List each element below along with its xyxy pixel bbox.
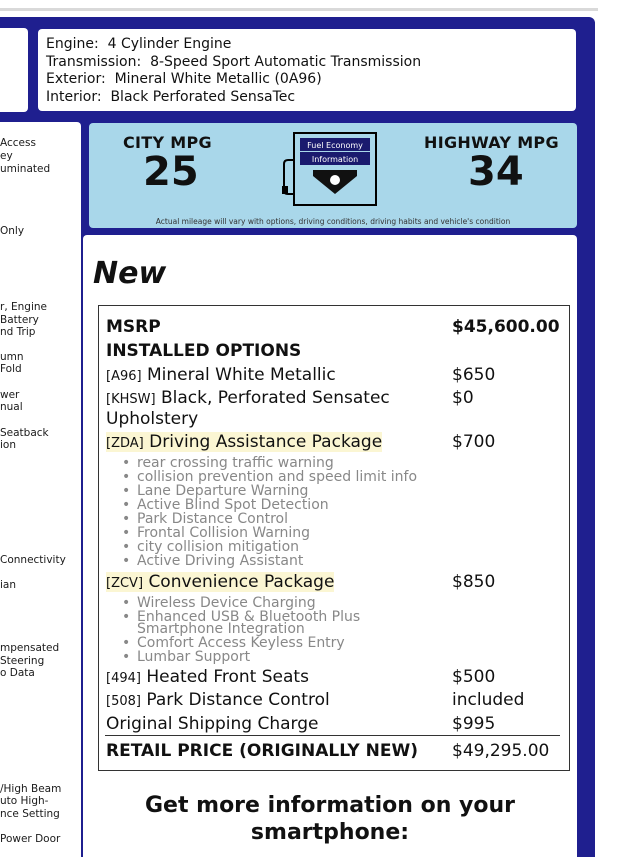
feature-fragment: ey [0,150,13,162]
package-feature: • Park Distance Control [137,512,288,526]
transmission-label: Transmission: [46,53,142,70]
city-mpg-value: 25 [143,149,199,195]
option-name: Mineral White Metallic [147,365,336,385]
feature-fragment: Only [0,225,25,237]
feature-fragment: Seatback [0,427,49,439]
fuel-pump-icon [280,130,380,210]
top-divider [0,8,598,11]
option-line [106,365,336,385]
feature-fragment: r, Engine [0,301,47,313]
interior-value: Black Perforated SensaTec [110,88,296,105]
option-code: [494] [106,671,141,686]
exterior-row [46,71,568,89]
total-divider [105,735,560,736]
option-name-cont: Upholstery [106,409,199,429]
feature-fragment: o Data [0,667,35,679]
shipping-value: $995 [452,714,496,734]
package-name: Driving Assistance Package [149,432,383,452]
feature-fragment: nual [0,401,23,413]
engine-row [46,36,568,54]
transmission-value: 8-Speed Sport Automatic Transmission [150,53,422,70]
feature-fragment: Fold [0,363,22,375]
package-feature-cont: Smartphone Integration [137,621,305,637]
msrp-value: $45,600.00 [452,317,560,337]
option-code: [A96] [106,369,142,384]
feature-fragment: ion [0,439,16,451]
exterior-value: Mineral White Metallic (0A96) [114,71,322,87]
feature-fragment: Power Door [0,833,61,845]
shipping-label: Original Shipping Charge [106,714,319,734]
option-price: $850 [452,572,496,592]
feature-fragment: Connectivity [0,554,66,566]
package-feature: • Active Blind Spot Detection [137,498,329,512]
feature-fragment: Steering [0,655,45,667]
package-feature: • Wireless Device Charging [137,596,316,610]
package-feature: • Comfort Access Keyless Entry [137,636,345,650]
option-name: Park Distance Control [146,690,330,710]
feature-fragment: /High Beam [0,783,62,795]
option-line [106,690,330,710]
package-feature: • Enhanced USB & Bluetooth Plus [137,610,360,624]
highway-mpg-label: HIGHWAY MPG [424,133,559,152]
feature-fragment: Battery [0,314,39,326]
package-line [106,432,382,452]
package-feature: • Active Driving Assistant [137,554,303,568]
option-code: [508] [106,694,141,709]
option-price: $700 [452,432,496,452]
feature-fragment: wer [0,389,20,401]
highway-mpg-value: 34 [468,149,524,195]
condition-title: New [93,256,167,291]
more-info-heading: Get more information on your smartphone: [144,793,516,845]
feature-fragment: uminated [0,163,51,175]
option-price: included [452,690,525,710]
interior-label: Interior: [46,88,102,105]
feature-fragment: nd Trip [0,326,36,338]
interior-row [46,89,568,107]
feature-fragment: nce Setting [0,808,60,820]
msrp-label: MSRP [106,317,161,337]
option-name: Heated Front Seats [146,667,309,687]
option-code: [ZCV] [106,576,144,591]
package-feature: • Lane Departure Warning [137,484,308,498]
package-feature: • collision prevention and speed limit info [137,470,417,484]
exterior-label: Exterior: [46,71,106,87]
engine-label: Engine: [46,36,99,52]
engine-value: 4 Cylinder Engine [107,36,232,52]
package-feature: • Frontal Collision Warning [137,526,310,540]
feature-fragment: umn [0,351,24,363]
package-feature: • rear crossing traffic warning [137,456,334,470]
transmission-row [46,54,568,72]
option-price: $0 [452,388,474,408]
retail-price-label: RETAIL PRICE (ORIGINALLY NEW) [106,741,419,761]
installed-options-heading: INSTALLED OPTIONS [106,341,302,361]
standard-features-column [0,122,81,862]
package-line [106,572,334,592]
option-line [106,388,390,408]
option-price: $650 [452,365,496,385]
vehicle-specs [38,29,576,111]
feature-fragment: uto High- [0,795,49,807]
retail-price-value: $49,295.00 [452,741,550,761]
feature-fragment: Access [0,137,36,149]
badge-line1: Fuel Economy [307,141,363,150]
option-name: Black, Perforated Sensatec [160,388,390,408]
option-price: $500 [452,667,496,687]
feature-fragment: mpensated [0,642,60,654]
mileage-disclaimer: Actual mileage will vary with options, driving conditions, driving habits and vehicle's condition [155,217,511,226]
feature-fragment: ian [0,579,17,591]
package-feature: • Lumbar Support [137,650,250,664]
left-panel-top [0,28,28,112]
badge-line2: Information [311,155,359,164]
option-line [106,667,309,687]
city-mpg-label: CITY MPG [123,133,212,152]
option-code: [ZDA] [106,436,144,451]
option-code: [KHSW] [106,392,156,407]
package-feature: • city collision mitigation [137,540,299,554]
package-name: Convenience Package [148,572,335,592]
